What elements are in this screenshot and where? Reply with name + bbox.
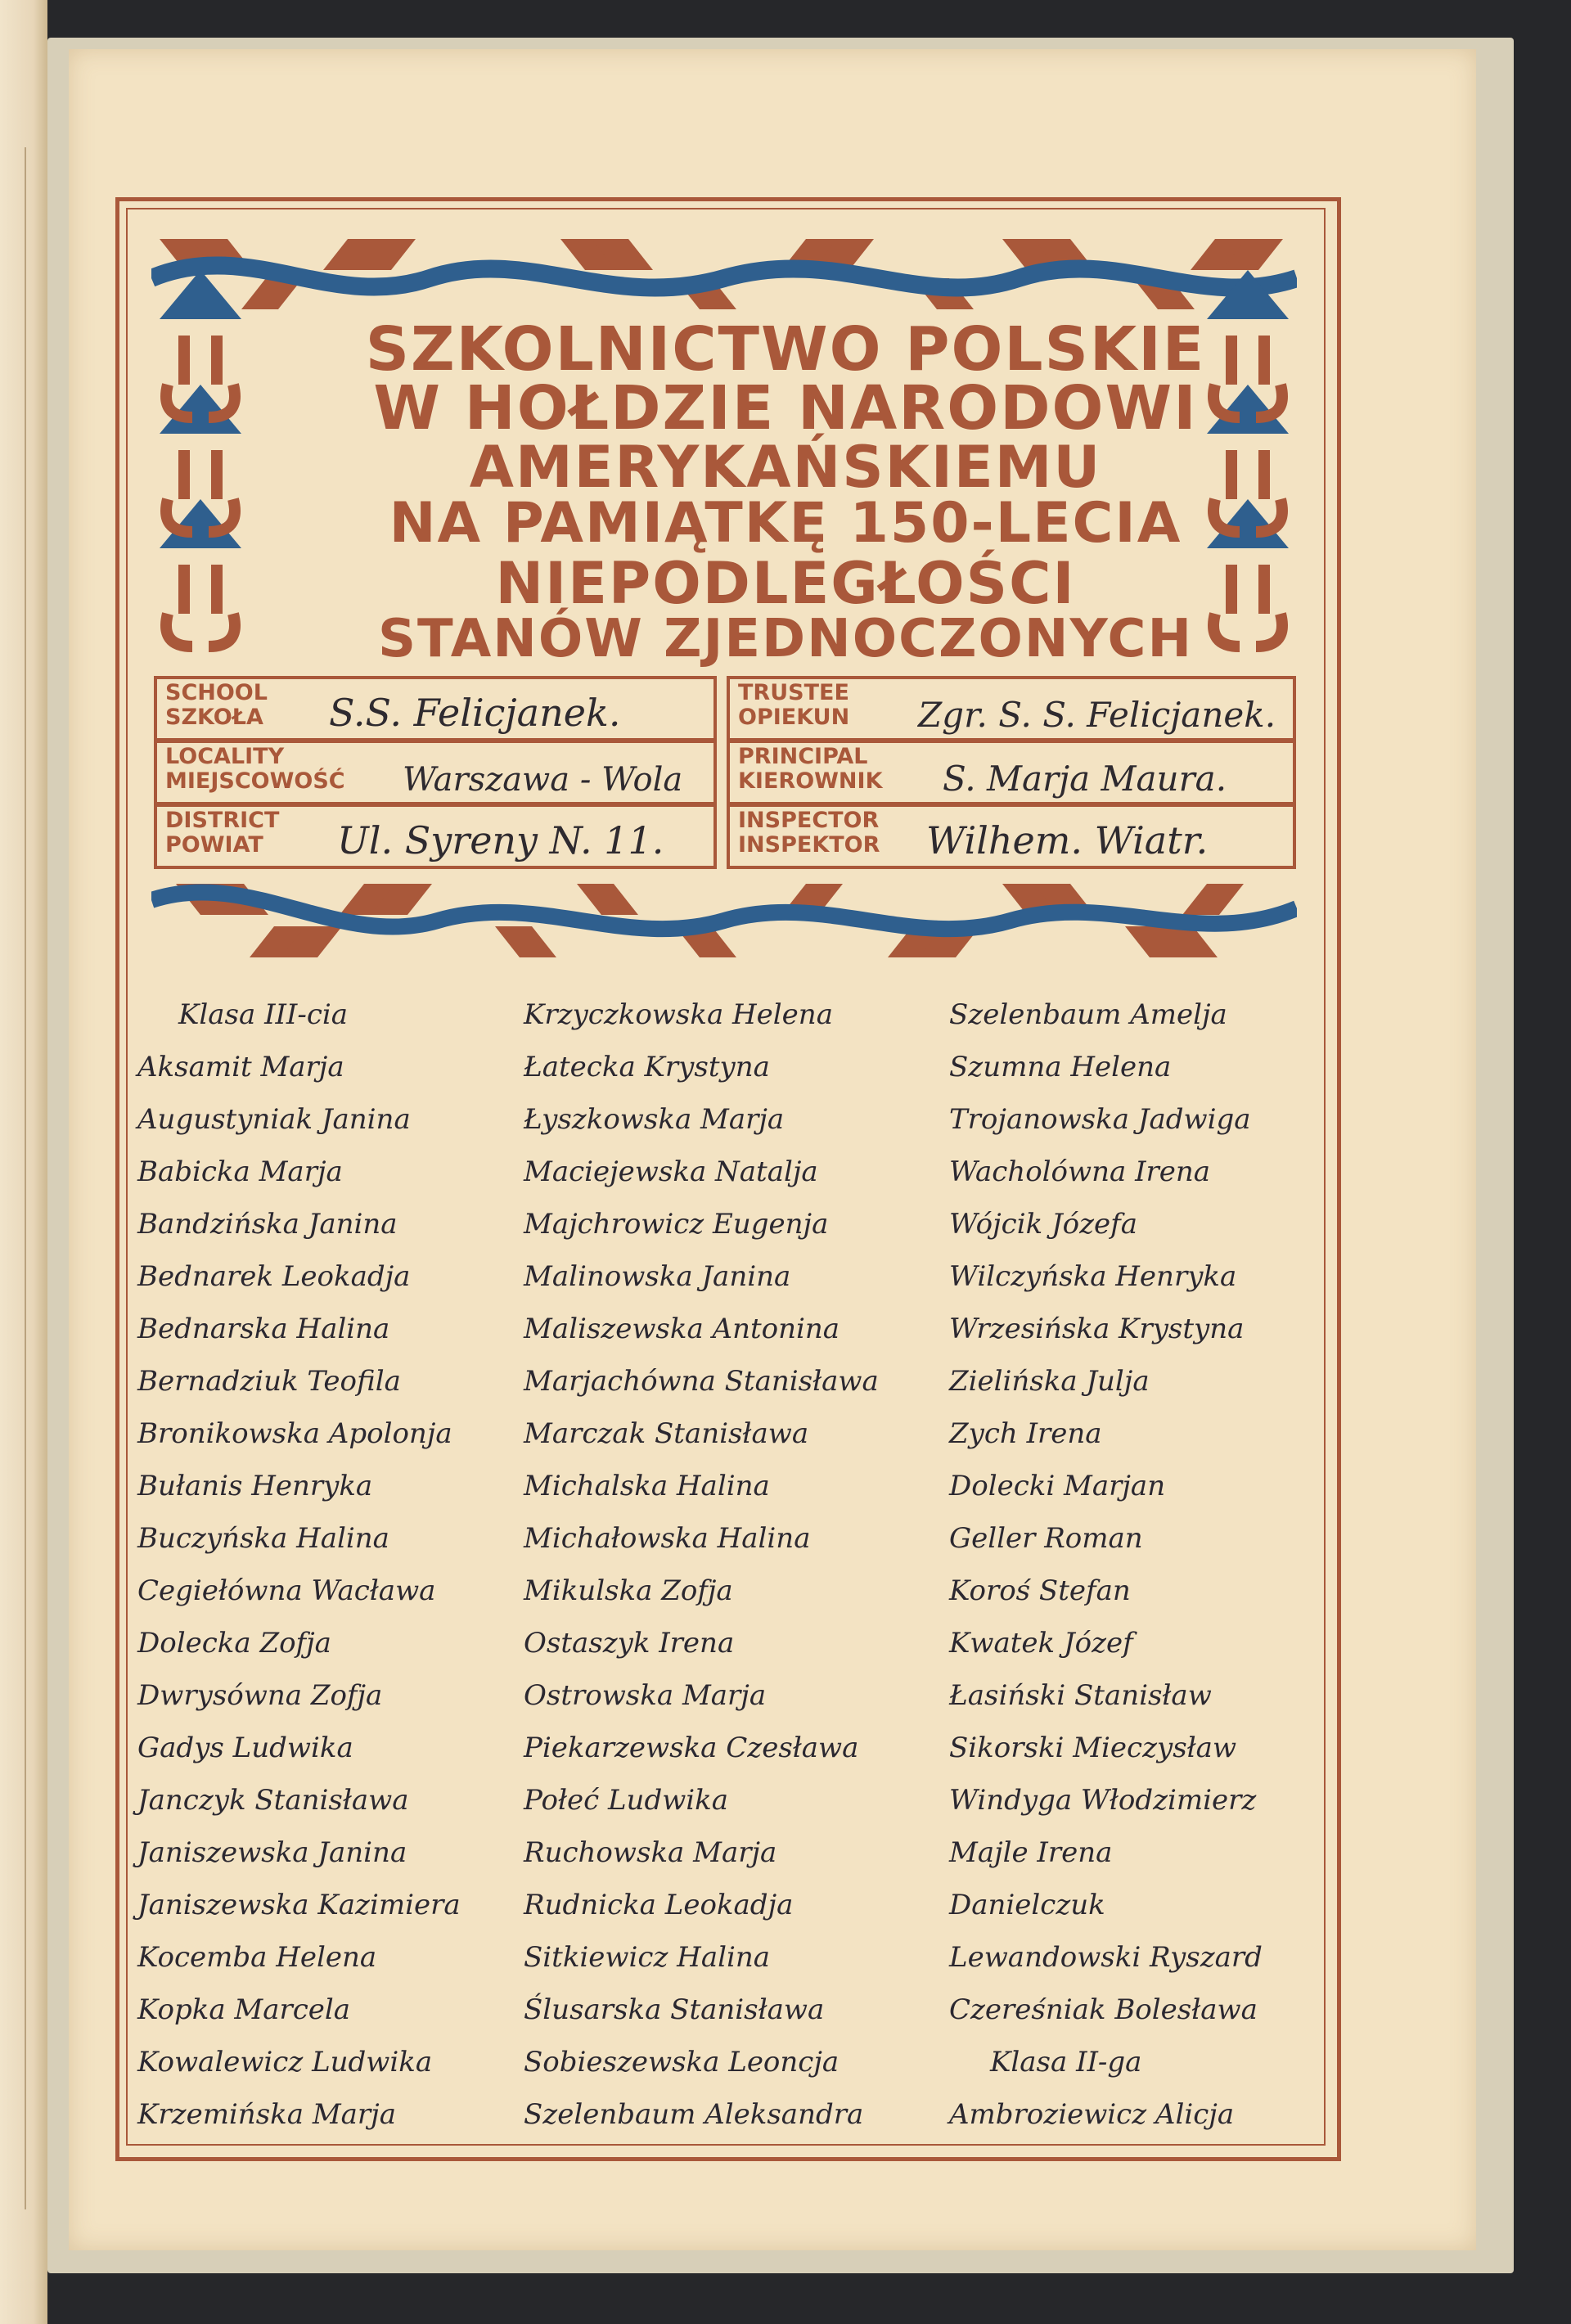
student-name: Bandzińska Janina [137,1208,398,1241]
student-name: Sikorski Mieczysław [949,1732,1237,1764]
school-cell [154,676,717,741]
school-label-pl: SZKOŁA [165,705,263,730]
inspector-cell [727,804,1296,869]
school-label-en: SCHOOL [165,680,268,705]
student-name: Ślusarska Stanisława [524,1993,825,2026]
student-name: Ostaszyk Irena [524,1627,735,1660]
student-name: Windyga Włodzimierz [949,1784,1257,1817]
student-name: Szelenbaum Amelja [949,998,1227,1031]
student-name: Marczak Stanisława [524,1417,809,1450]
student-name: Lewandowski Ryszard [949,1941,1263,1974]
student-name: Piekarzewska Czesława [524,1732,859,1764]
student-name: Trojanowska Jadwiga [949,1103,1251,1136]
student-name: Łyszkowska Marja [524,1103,785,1136]
student-name: Kowalewicz Ludwika [137,2046,433,2079]
student-name: Maciejewska Natalja [524,1155,818,1188]
inspector-label-en: INSPECTOR [738,808,880,833]
student-name: Augustyniak Janina [137,1103,411,1136]
student-name: Bernadziuk Teofila [137,1365,401,1398]
inspector-label-pl: INSPEKTOR [738,832,880,858]
inspector-value: Wilhem. Wiatr. [926,818,1209,862]
school-info-table [154,676,1296,869]
student-name: Majchrowicz Eugenja [524,1208,829,1241]
student-name: Maliszewska Antonina [524,1313,840,1345]
student-name: Krzemińska Marja [137,2098,396,2131]
student-name: Aksamit Marja [137,1051,344,1083]
student-name: Sobieszewska Leoncja [524,2046,840,2079]
student-name: Szumna Helena [949,1051,1172,1083]
trustee-cell [727,676,1296,741]
student-name: Wójcik Józefa [949,1208,1137,1241]
principal-cell [727,740,1296,805]
student-name: Marjachówna Stanisława [524,1365,879,1398]
student-name: Malinowska Janina [524,1260,791,1293]
title-line-6: STANÓW ZJEDNOCZONYCH [377,609,1194,669]
student-name: Bronikowska Apolonja [137,1417,452,1450]
student-name: Rudnicka Leokadja [524,1889,794,1921]
student-name: Łatecka Krystyna [524,1051,770,1083]
ornament-bottom-border [151,876,1297,966]
student-name: Babicka Marja [137,1155,343,1188]
student-name: Bednarek Leokadja [137,1260,411,1293]
student-name: Buczyńska Halina [137,1522,389,1555]
class-heading-3: Klasa III-cia [178,998,349,1031]
district-value: Ul. Syreny N. 11. [337,818,664,862]
trustee-label-pl: OPIEKUN [738,705,850,730]
student-name: Krzyczkowska Helena [524,998,833,1031]
student-name: Zielińska Julja [949,1365,1150,1398]
student-name: Cegiełówna Wacława [137,1574,436,1607]
student-name: Zych Irena [949,1417,1102,1450]
locality-label-pl: MIEJSCOWOŚĆ [165,768,345,794]
student-name: Dolecka Zofja [137,1627,331,1660]
title-line-1: SZKOLNICTWO POLSKIE [365,314,1206,385]
principal-label-pl: KIEROWNIK [738,768,883,794]
district-cell [154,804,717,869]
student-name: Danielczuk [949,1889,1105,1921]
bottom-wave [151,892,1297,929]
locality-label-en: LOCALITY [165,744,285,769]
title-line-5: NIEPODLEGŁOŚCI [495,550,1076,617]
names-column-3 [949,989,1263,2141]
student-name: Czereśniak Bolesława [949,1993,1258,2026]
principal-value: S. Marja Maura. [943,759,1227,799]
principal-label-en: PRINCIPAL [738,744,868,769]
locality-cell [154,740,717,805]
student-name: Kopka Marcela [137,1993,351,2026]
student-name: Kocemba Helena [137,1941,377,1974]
student-name: Michałowska Halina [524,1522,811,1555]
district-label-en: DISTRICT [165,808,280,833]
title-line-2: W HOŁDZIE NARODOWI [373,373,1198,444]
student-name: Wacholówna Irena [949,1155,1211,1188]
student-name: Mikulska Zofja [524,1574,733,1607]
student-name: Michalska Halina [524,1470,770,1502]
names-column-1 [137,989,461,2141]
school-value: S.S. Felicjanek. [329,691,621,735]
title-line-4: NA PAMIĄTKĘ 150-LECIA [389,491,1182,556]
student-name: Bednarska Halina [137,1313,390,1345]
names-column-2 [524,989,879,2141]
top-wave [151,265,1297,287]
district-label-pl: POWIAT [165,832,263,858]
student-name: Ostrowska Marja [524,1679,767,1712]
title-line-3: AMERYKAŃSKIEMU [469,434,1102,501]
student-name: Dwrysówna Zofja [137,1679,383,1712]
student-name: Majle Irena [949,1836,1113,1869]
student-name: Janiszewska Kazimiera [137,1889,461,1921]
locality-value: Warszawa - Wola [403,761,683,799]
student-name: Koroś Stefan [949,1574,1131,1607]
student-name: Gadys Ludwika [137,1732,353,1764]
class-heading-2: Klasa II-ga [990,2046,1142,2079]
student-name: Sitkiewicz Halina [524,1941,771,1974]
student-name: Szelenbaum Aleksandra [524,2098,864,2131]
student-name: Wrzesińska Krystyna [949,1313,1245,1345]
student-name: Janczyk Stanisława [137,1784,409,1817]
student-name: Dolecki Marjan [949,1470,1166,1502]
student-name: Połeć Ludwika [524,1784,729,1817]
trustee-value: Zgr. S. S. Felicjanek. [918,695,1276,735]
student-name: Janiszewska Janina [137,1836,407,1869]
student-name: Ruchowska Marja [524,1836,777,1869]
student-name: Ambroziewicz Alicja [949,2098,1235,2131]
student-name: Kwatek Józef [949,1627,1133,1660]
trustee-label-en: TRUSTEE [738,680,849,705]
student-name: Geller Roman [949,1522,1143,1555]
student-name: Łasiński Stanisław [949,1679,1212,1712]
student-name: Wilczyńska Henryka [949,1260,1237,1293]
student-name: Bułanis Henryka [137,1470,373,1502]
